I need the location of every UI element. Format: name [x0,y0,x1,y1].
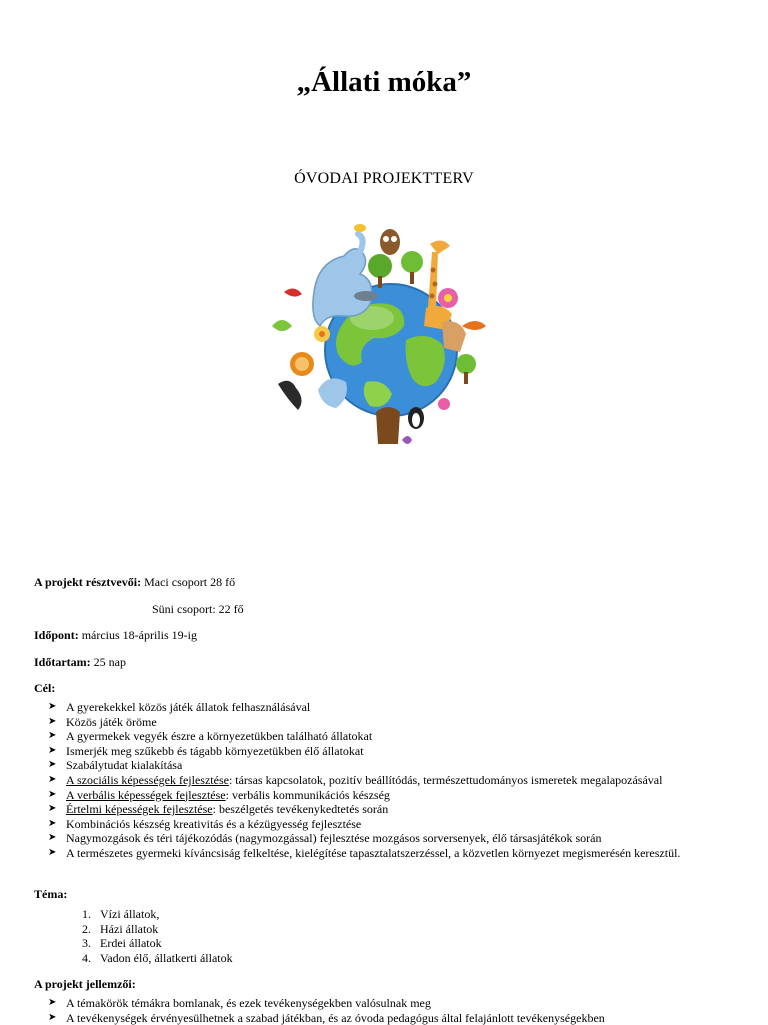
arrow-bullet-icon: ➤ [48,803,57,815]
list-item: ➤ A gyermekek vegyék észre a környezetükben található állatokat [48,729,373,744]
arrow-bullet-icon: ➤ [48,730,57,742]
theme-list [34,907,744,965]
participants-row [34,575,744,590]
arrow-bullet-icon: ➤ [48,1011,57,1023]
list-item: ➤ A természetes gyermeki kíváncsiság felkeltése, kielégítése tapasztalatszerzéssel, a közvetlen környezet megismerésén keresztül. [48,845,681,860]
list-item: ➤ A szociális képességek fejlesztése: társas kapcsolatok, pozitív beállítódás, természettudományos ismeretek megalapozásával [48,772,663,787]
duration-value: 25 nap [93,654,126,669]
list-item: ➤ Közös játék öröme [48,714,157,729]
arrow-bullet-icon: ➤ [48,700,57,712]
goal-label: Cél: [34,681,56,696]
list-item: ➤ Szabálytudat kialakítása [48,758,183,773]
participants-group2-row [34,602,744,617]
list-item: 3. Erdei állatok [94,936,744,951]
list-item: ➤ Ismerjék meg szűkebb és tágabb környezetükben élő állatokat [48,743,364,758]
arrow-bullet-icon: ➤ [48,759,57,771]
list-item: ➤ A verbális képességek fejlesztése: verbális kommunikációs készség [48,787,390,802]
list-item: 4. Vadon élő, állatkerti állatok [94,951,744,966]
arrow-bullet-icon: ➤ [48,773,57,785]
goal-list [34,700,744,861]
document-subtitle: ÓVODAI PROJEKTTERV [294,170,474,187]
earth-with-animals-illustration [266,222,506,458]
duration-label: Időtartam: [34,654,91,669]
document-title: „Állati móka” [296,66,472,98]
time-value: március 18-április 19-ig [81,628,197,643]
list-item: 1. Vízi állatok, [94,907,744,922]
time-label: Időpont: [34,628,79,643]
features-list [34,996,744,1025]
project-details [34,575,744,1025]
features-label: A projekt jellemzői: [34,977,136,992]
arrow-bullet-icon: ➤ [48,744,57,756]
participants-group1: Maci csoport 28 fő [144,575,236,589]
list-item: ➤ Értelmi képességek fejlesztése: beszélgetés tevékenykedtetés során [48,802,389,817]
duration-row [34,655,744,670]
list-item: ➤ A tevékenységek érvényesülhetnek a szabad játékban, és az óvoda pedagógus által felajánlott tevékenységekben [48,1010,605,1025]
arrow-bullet-icon: ➤ [48,832,57,844]
list-item: ➤ Nagymozgások és téri tájékozódás (nagymozgással) fejlesztése mozgásos sorversenyek, élő társasjátékok során [48,831,602,846]
arrow-bullet-icon: ➤ [48,817,57,829]
arrow-bullet-icon: ➤ [48,997,57,1009]
arrow-bullet-icon: ➤ [48,715,57,727]
participants-label: A projekt résztvevői: [34,575,142,589]
list-item: ➤ A témakörök témákra bomlanak, és ezek tevékenységekben valósulnak meg [48,996,431,1011]
participants-group2: Süni csoport: 22 fő [152,601,244,616]
time-row [34,628,744,643]
list-item: ➤ A gyerekekkel közös játék állatok felhasználásával [48,699,311,714]
list-item: 2. Házi állatok [94,922,744,937]
theme-label: Téma: [34,886,68,901]
arrow-bullet-icon: ➤ [48,788,57,800]
list-item: ➤ Kombinációs készség kreativitás és a kézügyesség fejlesztése [48,816,362,831]
arrow-bullet-icon: ➤ [48,846,57,858]
